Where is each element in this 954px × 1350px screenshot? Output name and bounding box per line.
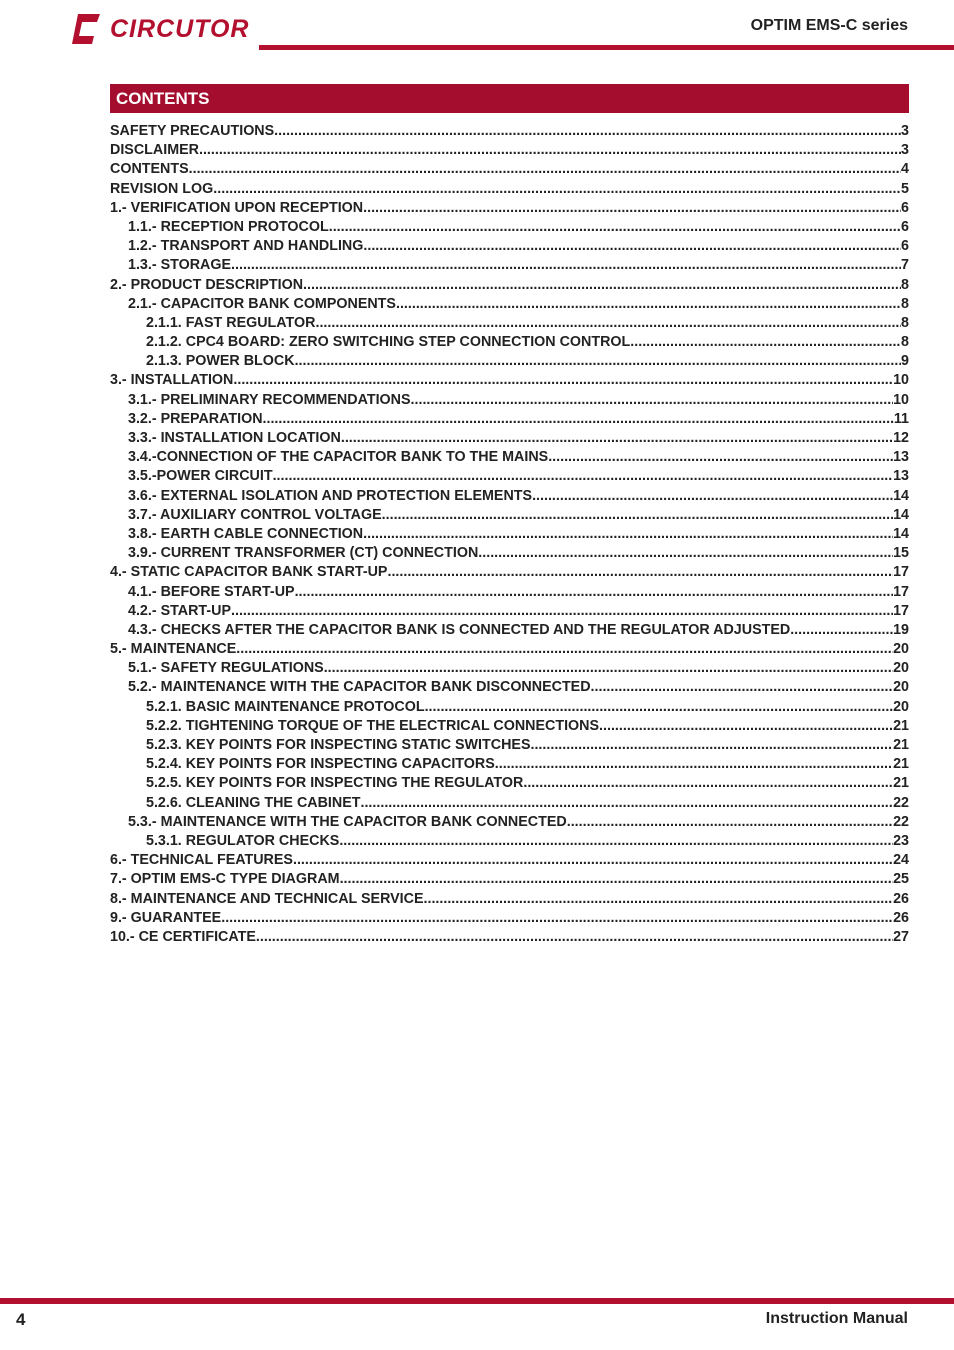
toc-entry[interactable] bbox=[110, 545, 909, 564]
toc-entry[interactable] bbox=[110, 123, 909, 142]
toc-entry-page: 27 bbox=[893, 928, 909, 945]
toc-leader-dots bbox=[236, 641, 893, 657]
toc-entry-page: 20 bbox=[893, 679, 909, 696]
toc-entry-title: 3.8.- EARTH CABLE CONNECTION bbox=[128, 525, 364, 542]
toc-entry-title: 6.- TECHNICAL FEATURES bbox=[110, 852, 293, 869]
toc-entry[interactable] bbox=[110, 775, 909, 794]
toc-leader-dots bbox=[233, 372, 893, 388]
toc-entry-page: 26 bbox=[893, 890, 909, 907]
toc-entry[interactable] bbox=[110, 219, 909, 238]
footer-title: Instruction Manual bbox=[765, 1310, 908, 1327]
toc-entry-page: 14 bbox=[893, 487, 909, 504]
toc-entry-page: 22 bbox=[893, 813, 909, 830]
toc-entry-page: 3 bbox=[901, 142, 909, 159]
toc-leader-dots bbox=[329, 219, 901, 235]
toc-entry-title: 1.1.- RECEPTION PROTOCOL bbox=[128, 218, 329, 235]
table-of-contents bbox=[110, 123, 909, 948]
toc-entry-title: 10.- CE CERTIFICATE bbox=[110, 928, 256, 945]
toc-entry-title: 5.- MAINTENANCE bbox=[110, 641, 237, 658]
toc-entry[interactable] bbox=[110, 622, 909, 641]
toc-entry[interactable] bbox=[110, 411, 909, 430]
toc-leader-dots bbox=[263, 411, 894, 427]
series-title: OPTIM EMS-C series bbox=[750, 17, 908, 34]
toc-entry-page: 10 bbox=[893, 372, 909, 389]
toc-entry-page: 8 bbox=[901, 295, 909, 312]
toc-entry-page: 17 bbox=[893, 564, 909, 581]
toc-entry-title: 5.2.6. CLEANING THE CABINET bbox=[146, 794, 361, 811]
toc-entry-title: 3.- INSTALLATION bbox=[110, 372, 234, 389]
toc-entry[interactable] bbox=[110, 641, 909, 660]
toc-entry-title: 4.2.- START-UP bbox=[128, 602, 232, 619]
toc-entry[interactable] bbox=[110, 181, 909, 200]
toc-entry-title: 2.1.- CAPACITOR BANK COMPONENTS bbox=[128, 295, 396, 312]
toc-entry[interactable] bbox=[110, 372, 909, 391]
toc-entry[interactable] bbox=[110, 852, 909, 871]
toc-entry-page: 14 bbox=[893, 525, 909, 542]
toc-entry[interactable] bbox=[110, 430, 909, 449]
toc-leader-dots bbox=[324, 660, 893, 676]
toc-entry-title: 5.1.- SAFETY REGULATIONS bbox=[128, 660, 324, 677]
toc-entry-title: 2.1.2. CPC4 BOARD: ZERO SWITCHING STEP CONNECTION CONTROL bbox=[146, 334, 631, 351]
toc-entry-page: 20 bbox=[893, 641, 909, 658]
toc-entry-title: 4.1.- BEFORE START-UP bbox=[128, 583, 295, 600]
toc-entry[interactable] bbox=[110, 737, 909, 756]
toc-entry[interactable] bbox=[110, 814, 909, 833]
toc-entry[interactable] bbox=[110, 660, 909, 679]
toc-entry-page: 6 bbox=[901, 218, 909, 235]
toc-leader-dots bbox=[530, 737, 893, 753]
toc-entry-title: 5.2.2. TIGHTENING TORQUE OF THE ELECTRICAL CONNECTIONS bbox=[146, 717, 600, 734]
toc-leader-dots bbox=[231, 603, 893, 619]
toc-entry-title: 3.3.- INSTALLATION LOCATION bbox=[128, 430, 341, 446]
toc-entry-title: 3.1.- PRELIMINARY RECOMMENDATIONS bbox=[128, 391, 411, 408]
toc-entry-page: 21 bbox=[893, 756, 909, 773]
toc-leader-dots bbox=[256, 929, 893, 945]
toc-entry-page: 8 bbox=[901, 334, 909, 351]
toc-leader-dots bbox=[548, 449, 893, 465]
toc-entry[interactable] bbox=[110, 353, 909, 372]
toc-entry-page: 13 bbox=[893, 468, 909, 485]
toc-entry-title: 5.3.- MAINTENANCE WITH THE CAPACITOR BANK CONNECTED bbox=[128, 813, 567, 830]
toc-entry[interactable] bbox=[110, 699, 909, 718]
toc-leader-dots bbox=[411, 392, 894, 408]
toc-entry[interactable] bbox=[110, 910, 909, 929]
toc-leader-dots bbox=[495, 756, 893, 772]
toc-entry-title: REVISION LOG bbox=[110, 180, 214, 197]
toc-leader-dots bbox=[532, 488, 893, 504]
toc-leader-dots bbox=[382, 507, 893, 523]
toc-entry[interactable] bbox=[110, 718, 909, 737]
toc-entry-page: 22 bbox=[893, 794, 909, 811]
toc-entry-title: 1.- VERIFICATION UPON RECEPTION bbox=[110, 199, 364, 216]
toc-entry-title: 3.6.- EXTERNAL ISOLATION AND PROTECTION ELEMENTS bbox=[128, 487, 533, 504]
toc-entry-title: 3.7.- AUXILIARY CONTROL VOLTAGE bbox=[128, 506, 382, 523]
toc-leader-dots bbox=[424, 891, 894, 907]
contents-heading bbox=[110, 84, 909, 113]
toc-entry-page: 9 bbox=[901, 353, 909, 370]
toc-entry[interactable] bbox=[110, 756, 909, 775]
toc-entry[interactable] bbox=[110, 200, 909, 219]
toc-entry-title: 5.2.5. KEY POINTS FOR INSPECTING THE REGULATOR bbox=[146, 775, 524, 792]
toc-leader-dots bbox=[221, 910, 893, 926]
toc-leader-dots bbox=[295, 584, 894, 600]
toc-leader-dots bbox=[363, 526, 893, 542]
toc-entry[interactable] bbox=[110, 334, 909, 353]
toc-entry-title: SAFETY PRECAUTIONS bbox=[110, 123, 275, 139]
toc-entry-title: 3.2.- PREPARATION bbox=[128, 410, 263, 427]
toc-entry[interactable] bbox=[110, 564, 909, 583]
toc-entry-page: 6 bbox=[901, 238, 909, 255]
toc-entry-title: 3.5.-POWER CIRCUIT bbox=[128, 468, 273, 485]
toc-entry[interactable] bbox=[110, 315, 909, 334]
toc-entry[interactable] bbox=[110, 679, 909, 698]
toc-entry-page: 6 bbox=[901, 199, 909, 216]
toc-entry[interactable] bbox=[110, 468, 909, 487]
header-rule bbox=[259, 45, 954, 50]
toc-leader-dots bbox=[295, 353, 901, 369]
toc-leader-dots bbox=[273, 468, 894, 484]
contents-title: CONTENTS bbox=[116, 88, 210, 108]
toc-entry-page: 5 bbox=[901, 180, 909, 197]
toc-entry-title: 5.2.3. KEY POINTS FOR INSPECTING STATIC SWITCHES bbox=[146, 737, 531, 753]
toc-entry-title: 4.3.- CHECKS AFTER THE CAPACITOR BANK IS CONNECTED AND THE REGULATOR ADJUSTED bbox=[128, 621, 791, 638]
toc-leader-dots bbox=[213, 181, 901, 197]
toc-leader-dots bbox=[189, 161, 901, 177]
toc-leader-dots bbox=[231, 257, 901, 273]
toc-leader-dots bbox=[425, 699, 894, 715]
toc-leader-dots bbox=[396, 296, 901, 312]
toc-leader-dots bbox=[303, 277, 901, 293]
toc-entry-page: 12 bbox=[893, 430, 909, 446]
toc-entry-page: 3 bbox=[901, 123, 909, 139]
toc-entry-title: 1.3.- STORAGE bbox=[128, 257, 232, 274]
toc-entry[interactable] bbox=[110, 238, 909, 257]
toc-entry-page: 21 bbox=[893, 717, 909, 734]
toc-entry-page: 14 bbox=[893, 506, 909, 523]
toc-entry-title: 3.9.- CURRENT TRANSFORMER (CT) CONNECTION bbox=[128, 545, 479, 562]
toc-entry-page: 15 bbox=[893, 545, 909, 562]
toc-entry-page: 25 bbox=[893, 871, 909, 888]
toc-entry[interactable] bbox=[110, 833, 909, 852]
toc-entry[interactable] bbox=[110, 891, 909, 910]
toc-entry[interactable] bbox=[110, 603, 909, 622]
toc-leader-dots bbox=[591, 679, 894, 695]
toc-entry-page: 7 bbox=[901, 257, 909, 274]
toc-entry-title: 1.2.- TRANSPORT AND HANDLING bbox=[128, 238, 364, 255]
toc-leader-dots bbox=[360, 795, 893, 811]
page-number: 4 bbox=[16, 1310, 26, 1329]
brand-name: CIRCUTOR bbox=[110, 14, 250, 43]
toc-entry-title: CONTENTS bbox=[110, 161, 189, 178]
toc-entry-page: 21 bbox=[893, 737, 909, 753]
toc-leader-dots bbox=[523, 775, 893, 791]
footer-rule bbox=[0, 1298, 954, 1304]
toc-entry[interactable] bbox=[110, 277, 909, 296]
toc-entry-title: 4.- STATIC CAPACITOR BANK START-UP bbox=[110, 564, 388, 581]
toc-entry[interactable] bbox=[110, 507, 909, 526]
toc-entry-title: 2.- PRODUCT DESCRIPTION bbox=[110, 276, 304, 293]
toc-entry-title: 7.- OPTIM EMS-C TYPE DIAGRAM bbox=[110, 871, 340, 888]
toc-entry[interactable] bbox=[110, 296, 909, 315]
toc-entry[interactable] bbox=[110, 526, 909, 545]
toc-entry-page: 17 bbox=[893, 583, 909, 600]
toc-leader-dots bbox=[599, 718, 893, 734]
toc-entry-page: 23 bbox=[893, 832, 909, 849]
toc-leader-dots bbox=[274, 123, 901, 139]
toc-entry-page: 20 bbox=[893, 660, 909, 677]
toc-leader-dots bbox=[478, 545, 893, 561]
toc-entry[interactable] bbox=[110, 449, 909, 468]
toc-entry-title: 9.- GUARANTEE bbox=[110, 909, 222, 926]
toc-entry[interactable] bbox=[110, 257, 909, 276]
brand-logo bbox=[70, 12, 249, 46]
toc-leader-dots bbox=[339, 833, 893, 849]
toc-entry[interactable] bbox=[110, 584, 909, 603]
toc-leader-dots bbox=[790, 622, 893, 638]
toc-leader-dots bbox=[341, 430, 893, 446]
toc-entry-page: 11 bbox=[893, 410, 909, 427]
toc-entry-page: 19 bbox=[893, 621, 909, 638]
toc-leader-dots bbox=[315, 315, 901, 331]
toc-leader-dots bbox=[630, 334, 901, 350]
toc-entry[interactable] bbox=[110, 929, 909, 948]
toc-entry-page: 24 bbox=[893, 852, 909, 869]
toc-leader-dots bbox=[387, 564, 893, 580]
toc-leader-dots bbox=[293, 852, 893, 868]
circutor-logo-icon bbox=[70, 12, 104, 46]
toc-entry[interactable] bbox=[110, 392, 909, 411]
toc-leader-dots bbox=[340, 871, 894, 887]
toc-entry-title: 5.3.1. REGULATOR CHECKS bbox=[146, 832, 340, 849]
toc-entry-page: 26 bbox=[893, 909, 909, 926]
toc-entry-title: 8.- MAINTENANCE AND TECHNICAL SERVICE bbox=[110, 890, 424, 907]
toc-entry[interactable] bbox=[110, 488, 909, 507]
toc-leader-dots bbox=[363, 238, 901, 254]
toc-entry-page: 10 bbox=[893, 391, 909, 408]
toc-entry[interactable] bbox=[110, 142, 909, 161]
toc-entry-page: 4 bbox=[901, 161, 909, 178]
toc-entry-title: 3.4.-CONNECTION OF THE CAPACITOR BANK TO THE MAINS bbox=[128, 449, 549, 466]
toc-entry-page: 8 bbox=[901, 276, 909, 293]
toc-entry[interactable] bbox=[110, 795, 909, 814]
toc-entry-title: 5.2.1. BASIC MAINTENANCE PROTOCOL bbox=[146, 698, 425, 715]
toc-entry-title: 5.2.4. KEY POINTS FOR INSPECTING CAPACITORS bbox=[146, 756, 495, 773]
toc-entry-title: 2.1.1. FAST REGULATOR bbox=[146, 314, 316, 331]
toc-entry-page: 17 bbox=[893, 602, 909, 619]
toc-entry-page: 20 bbox=[893, 698, 909, 715]
toc-entry-page: 21 bbox=[893, 775, 909, 792]
toc-entry[interactable] bbox=[110, 161, 909, 180]
toc-leader-dots bbox=[363, 200, 901, 216]
toc-entry-title: DISCLAIMER bbox=[110, 142, 199, 159]
toc-leader-dots bbox=[567, 814, 893, 830]
toc-entry-title: 2.1.3. POWER BLOCK bbox=[146, 353, 295, 370]
toc-entry-page: 13 bbox=[893, 449, 909, 466]
toc-leader-dots bbox=[199, 142, 901, 158]
toc-entry[interactable] bbox=[110, 871, 909, 890]
toc-entry-title: 5.2.- MAINTENANCE WITH THE CAPACITOR BANK DISCONNECTED bbox=[128, 679, 591, 696]
toc-entry-page: 8 bbox=[901, 314, 909, 331]
